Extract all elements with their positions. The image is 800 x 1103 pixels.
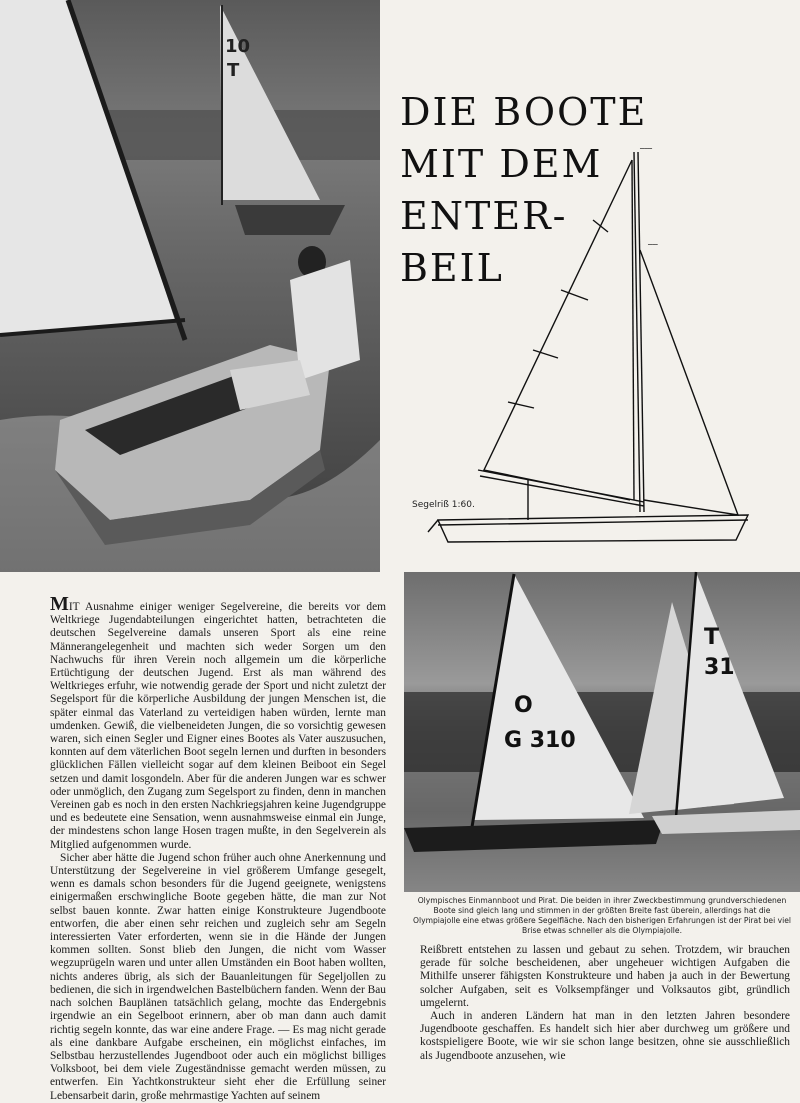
article-column-right [420, 944, 790, 1064]
sail-plan-label: Segelriß 1:60. [412, 500, 475, 510]
headline-line-4: BEIL [400, 246, 504, 290]
headline-line-3: ENTER- [400, 194, 568, 238]
svg-text:━━━━: ━━━━ [648, 242, 658, 247]
dropcap: M [50, 593, 69, 615]
article-paragraph: Sicher aber hätte die Jugend schon früher auch ohne Anerkennung und Unterstützung der Segelvereine in viel größerem Umfange gesegelt, wenn es damals schon besonders für die Jugend geeignete, wenigstens einigermaßen erschwingliche Boote gegeben hätte, die man zur Not selbst bauen konnte. Zwar hatten einige Konstrukteure Jugendboote entworfen, die aber einen sehr reichen und zugleich sehr am Segeln interessierten Vater erforderten, wenn sie in die Hände der Jungen kommen sollten. Sonst blieb den Jungen, die nicht vom Wasser wegzuprügeln waren und unter allen Umständen ein Boot haben wollten, nichts anderes übrig, als sich der Bauanleitungen für Segeljollen zu bedienen, die sich in irgendwelchen Bastelbüchern fanden. Wenn der Bau nach solchen Bauplänen tatsächlich gelang, mochte das Endergebnis irgendwie an ein Segelboot erinnern, aber ob man dann auch damit richtig segeln konnte, das war eine andere Frage. — Es mag nicht gerade als eine dankbare Aufgabe erscheinen, ein möglichst einfaches, im Selbstbau herzustellendes Jugendboot oder auch ein möglichst billiges Volksboot, bei dem viele Zugeständnisse gemacht werden müssen, zu entwerfen. Ein Yachtkonstrukteur sieht eher die Erfüllung seiner Lebensarbeit darin, große mehrmastige Yachten auf seinem [50, 851, 386, 1102]
photo-caption: Olympisches Einmannboot und Pirat. Die beiden in ihrer Zweckbestimmung grundverschiedenen Boote sind gleich lang und stimmen in der größten Breite fast überein, allerdings hat die Olympiajolle eine etwas größere Segelfläche. Nach den bisherigen Erfahrungen ist der Pirat bei viel Brise etwas schneller als die Olympiajolle. [413, 896, 791, 935]
article-paragraph-text: IT Ausnahme einiger weniger Segelvereine, die bereits vor dem Weltkriege Jugendabteilungen eingerichtet hatten, betrachteten die deutschen Segelvereine damals unseren Sport als eine reine Männerangelegenheit und machten sich weder Sorgen um den Nachwuchs für ihren Verein noch allgemein um die körperliche Ertüchtigung der deutschen Jugend. Erst als man während des Weltkrieges erfuhr, wie notwendig gerade der Sport und nicht zuletzt der Segelsport für die körperliche Ausbildung der jungen Menschen ist, die später einmal das Vaterland zu verteidigen haben würden, lernte man umdenken. Gewiß, die vielbeneideten Jungen, die so vorsichtig gewesen waren, sich einen Segler und Eigner eines Bootes als Vater auszusuchen, konnten auf dem väterlichen Boot segeln lernen und durften in besonders glücklichen Fällen vielleicht sogar auf dem kleinen Beiboot ein Segel setzen und damit losgondeln. Aber für die anderen Jungen war es schwer oder unmöglich, den Zugang zum Segelsport zu finden, denn in manchen Vereinen gab es noch in den ersten Nachkriegsjahren keine Jugendgruppe und es bedeutete eine Sensation, wenn ausnahmsweise einmal ein Junge, der mindestens schon lange Hosen tragen mußte, in den Segelverein als Mitglied aufgenommen wurde. [50, 601, 386, 851]
photo-dinghy-sailing [0, 0, 380, 572]
sail-number-bottom: T [227, 60, 240, 81]
sail-plan-drawing [408, 140, 778, 560]
headline-line-2: MIT DEM [400, 142, 603, 186]
sail-symbol-left: O [514, 693, 533, 718]
sail-number-right: 31 [704, 655, 735, 680]
article-paragraph: Reißbrett entstehen zu lassen und gebaut zu sehen. Trotzdem, wir brauchen gerade für solche bescheidenen, aber ungeheuer wichtigen Aufgaben die Mithilfe unserer fähigsten Konstrukteure und haben ja auch in der Bewertung solcher Aufgaben, seit es Volksempfänger und Volksautos gibt, gründlich umgelernt. [420, 944, 790, 1009]
photo-two-sailboats [404, 572, 800, 892]
headline-line-1: DIE BOOTE [400, 90, 648, 134]
article-column-left [50, 593, 386, 1102]
article-paragraph: Auch in anderen Ländern hat man in den letzten Jahren besondere Jugendboote geschaffen. Es handelt sich hier aber durchweg um größere und kostspieligere Boote, wie wir sie schon lange besitzen, ohne sie ausschließlich als Jugendboote anzusehen, wie [420, 1010, 790, 1062]
sail-letter-left: G 310 [504, 728, 576, 753]
svg-text:━━━━━: ━━━━━ [640, 146, 653, 151]
article-paragraph [50, 593, 386, 852]
sail-number-top: 10 [225, 36, 251, 57]
sail-letter-right: T [704, 625, 720, 650]
